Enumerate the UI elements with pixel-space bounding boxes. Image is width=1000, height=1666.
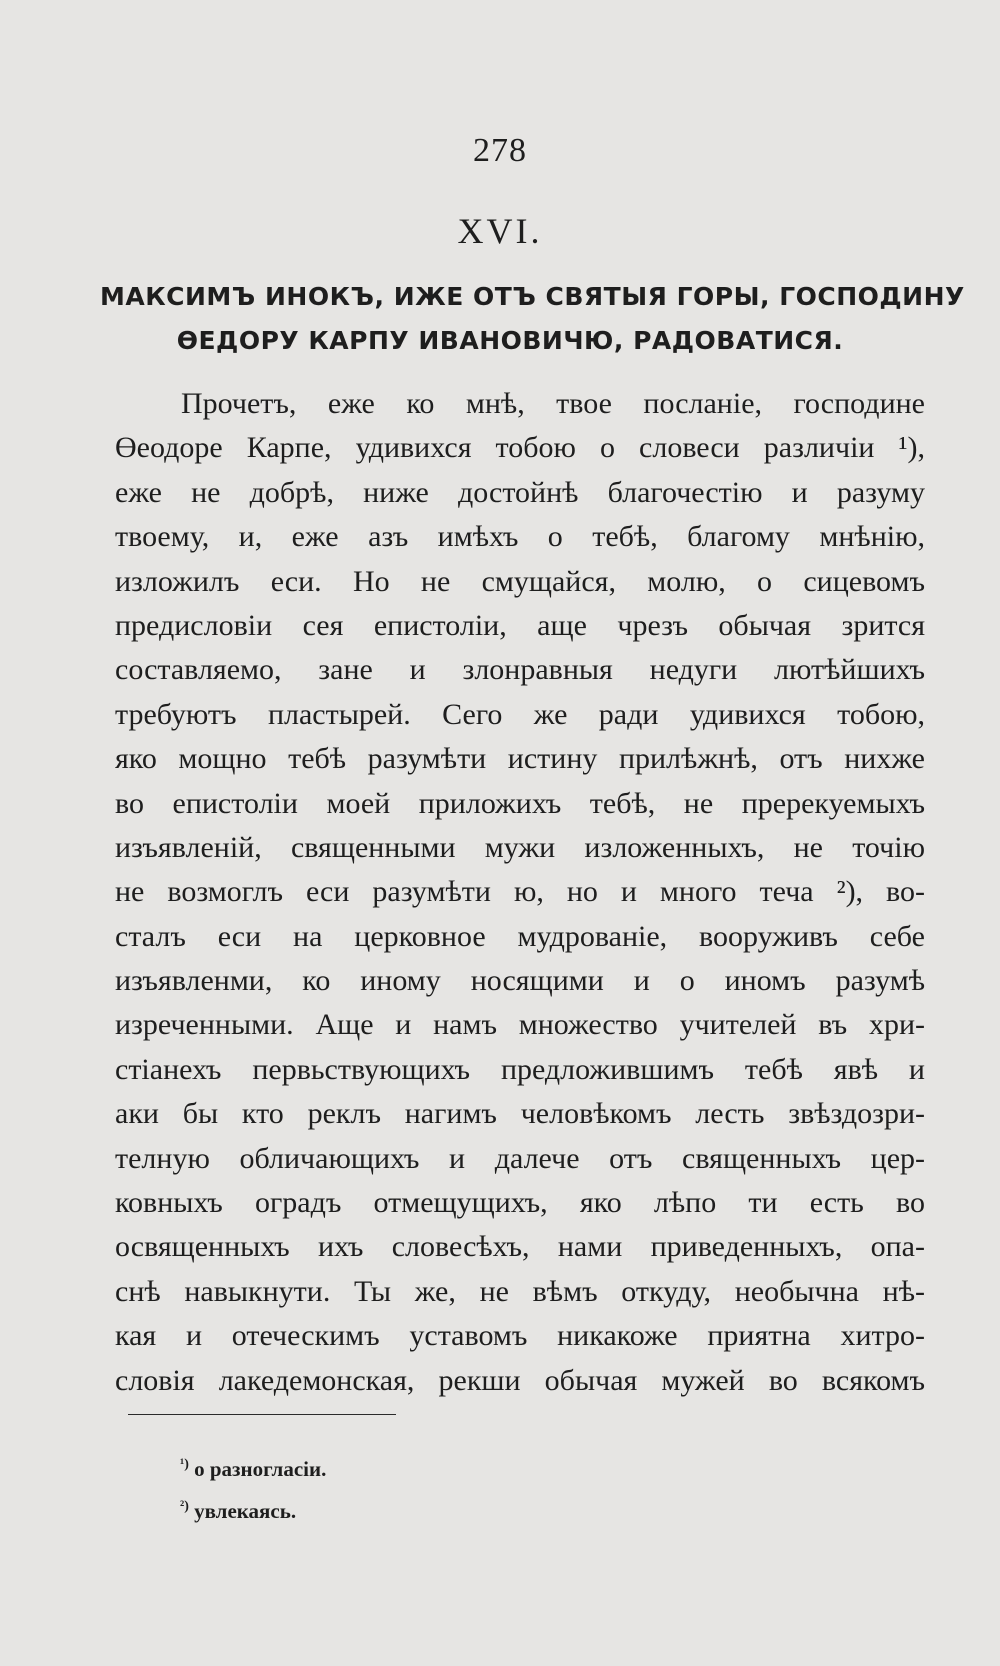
text-line: снѣ навыкнути. Ты же, не вѣмъ откуду, необычна нѣ- xyxy=(115,1274,925,1308)
chapter-numeral: XVI. xyxy=(457,211,543,251)
text-line: словія лакедемонская, рекши обычая мужей во всякомъ xyxy=(115,1363,925,1397)
footnote-text: о разногласіи. xyxy=(194,1457,327,1481)
text-line: телную обличающихъ и далече отъ священныхъ цер- xyxy=(115,1141,925,1175)
text-line: предисловіи сея епистоліи, аще чрезъ обычая зрится xyxy=(115,608,925,642)
text-line: сталъ еси на церковное мудрованіе, вооруживъ себе xyxy=(115,919,925,953)
body-text xyxy=(115,382,925,1403)
heading-line: МАКСИМЪ ИНОКЪ, ИЖЕ ОТЪ СВЯТЫЯ ГОРЫ, ГОСПОДИНУ xyxy=(100,282,965,311)
letter-heading xyxy=(100,275,965,363)
text-line: Прочетъ, еже ко мнѣ, твое посланіе, господине xyxy=(181,387,925,420)
heading-line: ӨЕДОРУ КАРПУ ИВАНОВИЧЮ, РАДОВАТИСЯ. xyxy=(176,326,844,355)
text-line: яко мощно тебѣ разумѣти истину прилѣжнѣ, отъ нихже xyxy=(115,742,925,776)
text-line: освященныхъ ихъ словесѣхъ, нами приведенныхъ, опа- xyxy=(115,1230,925,1264)
footnote xyxy=(180,1486,326,1528)
text-line: изъявленми, ко иному носящими и о иномъ разумѣ xyxy=(115,964,925,998)
text-line: еже не добрѣ, ниже достойнѣ благочестію и разуму xyxy=(115,475,925,509)
footnote-mark: ¹) xyxy=(180,1457,189,1472)
text-line: изъявленій, священными мужи изложенныхъ, не точію xyxy=(115,830,925,864)
text-line: аки бы кто реклъ нагимъ человѣкомъ лесть звѣздозри- xyxy=(115,1097,925,1131)
footnote xyxy=(180,1444,326,1486)
footnote-mark: ²) xyxy=(180,1499,189,1514)
text-line: во епистоліи моей приложихъ тебѣ, не пререкуемыхъ xyxy=(115,786,925,820)
text-line: изложилъ еси. Но не смущайся, молю, о сицевомъ xyxy=(115,564,925,598)
page-number: 278 xyxy=(473,132,527,169)
text-line: стіанехъ первьствующихъ предложившимъ тебѣ явѣ и xyxy=(115,1052,925,1086)
text-line: твоему, и, еже азъ имѣхъ о тебѣ, благому мнѣнію, xyxy=(115,520,925,554)
footnote-text: увлекаясь. xyxy=(194,1499,297,1523)
text-line: кая и отеческимъ уставомъ никакоже приятна хитро- xyxy=(115,1319,925,1353)
text-line: ковныхъ оградъ отмещущихъ, яко лѣпо ти есть во xyxy=(115,1186,925,1220)
text-line: Өеодоре Карпе, удивихся тобою о словеси различіи ¹), xyxy=(115,431,925,465)
text-line: изреченными. Аще и намъ множество учителей въ хри- xyxy=(115,1008,925,1042)
footnote-divider xyxy=(128,1414,396,1415)
text-line: не возмоглъ еси разумѣти ю, но и много теча ²), во- xyxy=(115,875,925,909)
text-line: составляемо, зане и злонравныя недуги лютѣйшихъ xyxy=(115,653,925,687)
footnotes xyxy=(180,1444,326,1528)
text-line: требуютъ пластырей. Сего же ради удивихся тобою, xyxy=(115,697,925,731)
